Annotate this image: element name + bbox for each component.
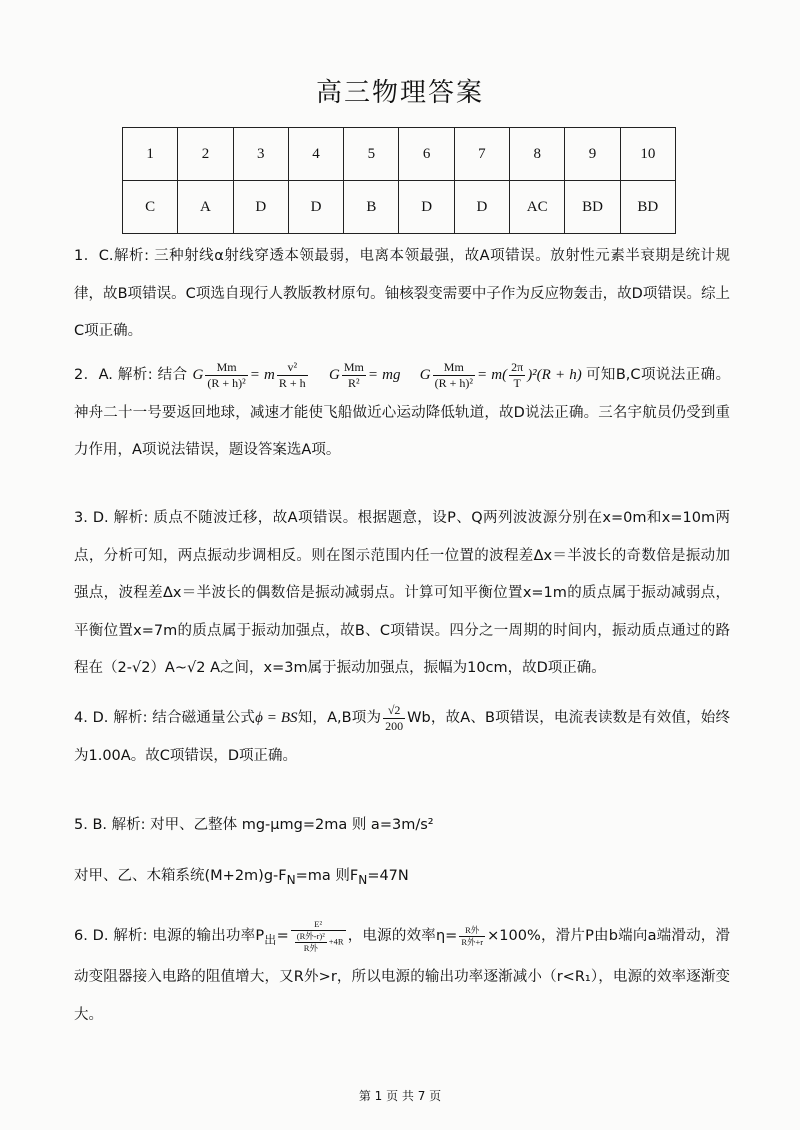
fraction: [277, 360, 308, 391]
question-number: 7: [454, 128, 509, 181]
sqrt-term: √2: [131, 660, 151, 676]
answer-table: [122, 127, 676, 234]
fraction: [509, 360, 525, 391]
answer-2-conclusion: 可知B,C项说法正确。: [586, 367, 731, 383]
fraction-denominator: T: [513, 376, 521, 391]
fraction-numerator: v²: [277, 360, 308, 376]
fraction: [205, 360, 247, 391]
subscript: 出: [264, 932, 277, 947]
formula-text: )²(R + h): [527, 367, 582, 383]
answer-cell: B: [344, 181, 399, 234]
question-number: 1: [123, 128, 178, 181]
efficiency-fraction: [459, 925, 485, 948]
formula-surface-gravity: [328, 360, 405, 391]
answer-cell: D: [233, 181, 288, 234]
answer-6-explanation: [74, 918, 730, 1034]
answer-cell: D: [288, 181, 343, 234]
fraction-denominator: R²: [348, 376, 360, 391]
question-number: 8: [510, 128, 565, 181]
formula-text: = m(: [477, 367, 508, 383]
answer-1-explanation: 1．C.解析: 三种射线α射线穿透本领最弱，电离本领最强，故A项错误。放射性元素半衰期是统计规律，故B项错误。C项选自现行人教版教材原句。铀核裂变需要中子作为反应物轰击，故D项错误。综上C项正确。: [74, 248, 730, 339]
flux-formula: ϕ = BS: [255, 710, 298, 726]
formula-symbol: G: [419, 367, 431, 383]
answer-2-rest: 神舟二十一号要返回地球，减速才能使飞船做近心运动降低轨道，故D说法正确。三名宇航员仍受到重力作用，A项说法错误，题设答案选A项。: [74, 404, 730, 458]
fraction-denominator: R外: [303, 942, 318, 953]
formula-text: = mg: [367, 367, 401, 383]
answer-2-explanation: [74, 357, 730, 470]
answer-3-text: A之间，x=3m属于振动加强点，振幅为10cm，故D项正确。: [205, 660, 606, 676]
answer-cell: D: [454, 181, 509, 234]
subscript: N: [358, 872, 368, 887]
formula-text: = m: [249, 367, 275, 383]
question-number: 10: [620, 128, 675, 181]
fraction-numerator: Mm: [343, 360, 364, 375]
page-footer: 第 1 页 共 7 页: [358, 1089, 442, 1103]
answer-5-text: =47N: [367, 868, 409, 884]
answer-5-text: 对甲、乙、木箱系统(M+2m)g-F: [74, 868, 287, 884]
power-fraction: [291, 919, 346, 954]
formula-symbol: G: [192, 367, 204, 383]
fraction-numerator: R外: [459, 925, 485, 937]
fraction-denominator: 200: [385, 718, 404, 733]
answer-6-text: ，电源的效率η=: [347, 928, 458, 944]
answer-4-text: 知，A,B项为: [297, 710, 382, 726]
answer-5-explanation: 5. B. 解析: 对甲、乙整体 mg-μmg=2ma 则 a=3m/s²: [74, 817, 434, 833]
fraction-denominator: (R + h)²: [434, 376, 473, 391]
answer-cell: A: [178, 181, 233, 234]
answer-3-text: ）A~: [150, 660, 188, 676]
fraction: [383, 703, 405, 734]
formula-period: [419, 360, 586, 391]
question-number: 4: [288, 128, 343, 181]
fraction-numerator: (R外-r)²: [296, 930, 325, 941]
answer-6-text: ×100%，滑片P由b端向a端滑动，: [487, 928, 716, 944]
answer-6-rest: 滑动变阻器接入电路的阻值增大，又R外>r，所以电源的输出功率逐渐减小（r<R₁），电源的效率逐渐变大。: [74, 928, 730, 1023]
fraction-numerator: Mm: [433, 360, 475, 376]
answer-table-answer-row: [123, 181, 676, 234]
answer-5-system-equation: [74, 858, 730, 899]
inner-fraction: [295, 931, 327, 954]
fraction-denominator: R外+r: [461, 936, 484, 947]
question-number: 2: [178, 128, 233, 181]
answer-cell: BD: [565, 181, 620, 234]
formula-gravity-centripetal: [192, 360, 314, 391]
formula-text: +4R: [328, 935, 344, 946]
fraction-numerator: Mm: [205, 360, 247, 376]
answer-4-text: 4. D. 解析: 结合磁通量公式: [74, 710, 256, 726]
answer-3-text: 3. D. 解析: 质点不随波迁移，故A项错误。根据题意，设P、Q两列波波源分别在x=0m和x=10m两点，分析可知，两点振动步调相反。则在图示范围内任一位置的波程差Δx＝半波长的奇数倍是振动加强点，波程差Δx＝半波长的偶数倍是振动减弱点。计算可知平衡位置x=1m的质点属于振动减弱点，平衡位置x=7m的质点属于振动加强点，故B、C项错误。四分之一周期的时间内，振动质点通过的路程在（2-: [74, 510, 730, 676]
subscript: N: [286, 872, 296, 887]
answer-cell: C: [123, 181, 178, 234]
answer-6-text: 6. D. 解析: 电源的输出功率P: [74, 928, 265, 944]
fraction-denominator: R + h: [278, 376, 306, 391]
fraction-numerator: √2: [383, 703, 405, 719]
answer-4-explanation: [74, 700, 730, 775]
question-number: 6: [399, 128, 454, 181]
question-number: 5: [344, 128, 399, 181]
question-number: 3: [233, 128, 288, 181]
formula-symbol: G: [328, 367, 340, 383]
fraction: [342, 360, 366, 391]
fraction-denominator: [291, 931, 346, 954]
answer-table-number-row: [123, 128, 676, 181]
page-title: 高三物理答案: [315, 78, 484, 108]
answer-cell: AC: [510, 181, 565, 234]
fraction-numerator: 2π: [511, 360, 524, 375]
fraction-denominator: (R + h)²: [207, 376, 246, 391]
answer-6-text: =: [276, 928, 289, 944]
question-number: 9: [565, 128, 620, 181]
answer-3-explanation: [74, 500, 730, 688]
sqrt-term: √2: [187, 660, 206, 676]
fraction-numerator: E²: [291, 919, 346, 931]
answer-4-text: Wb，故A、B项错误，电流表读数是有效值，始终为1.00A。故C项错误，D项正确。: [74, 710, 731, 764]
answer-2-lead: 2．A. 解析: 结合: [74, 367, 188, 383]
answer-cell: BD: [620, 181, 675, 234]
fraction: [433, 360, 475, 391]
answer-cell: D: [399, 181, 454, 234]
answer-5-text: =ma 则F: [295, 868, 359, 884]
